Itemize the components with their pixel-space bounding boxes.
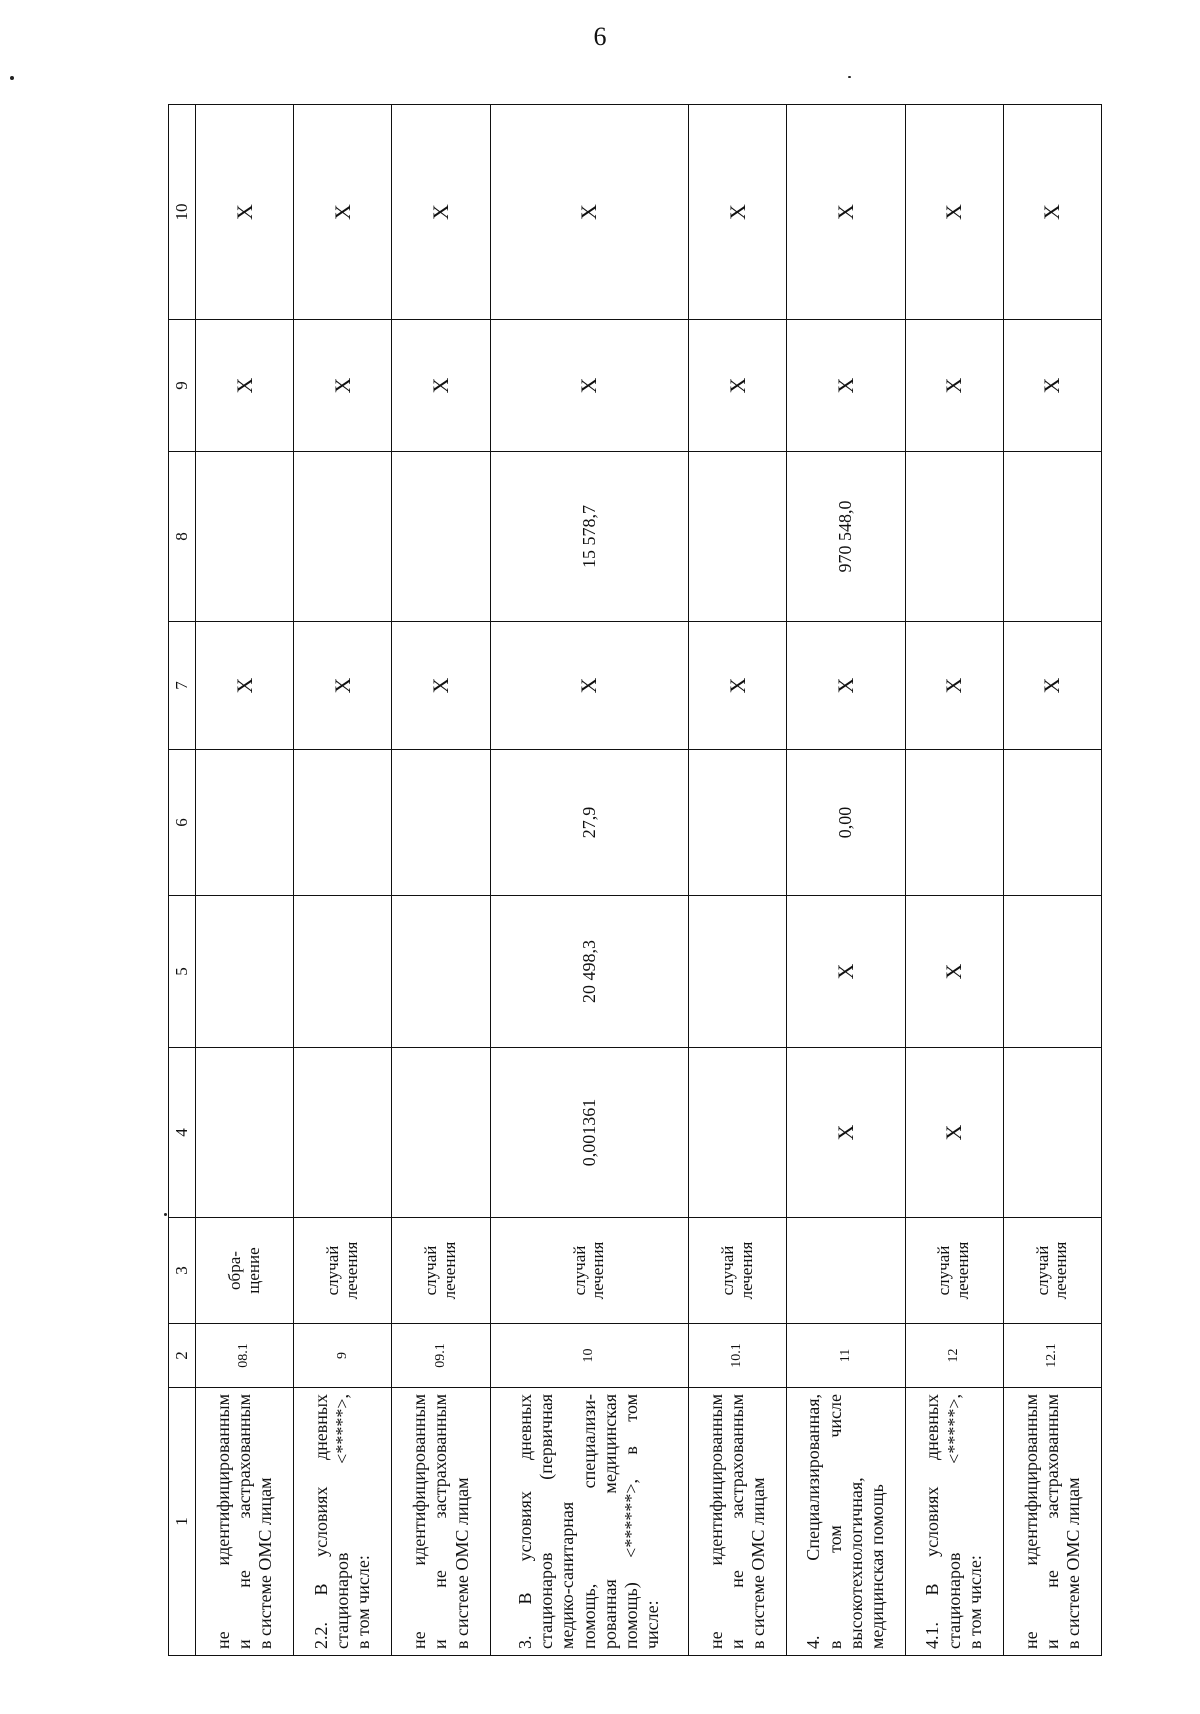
rotated-table-frame (168, 104, 1102, 1656)
value-cell-col-7: X (905, 622, 1003, 750)
row-label-cell (905, 1388, 1003, 1656)
row-code-cell: 11 (787, 1324, 905, 1388)
value-cell-col-4 (689, 1048, 787, 1218)
value-cell-col-7: X (294, 622, 392, 750)
value-cell-col-6: 0,00 (787, 750, 905, 896)
value-cell-col-4 (392, 1048, 490, 1218)
value-cell-col-9: X (294, 320, 392, 452)
table-row (196, 105, 294, 1656)
row-label-line: в системе ОМС лицам (1062, 1477, 1083, 1649)
column-header-9: 9 (169, 320, 196, 452)
row-label-line: не идентифицированным (212, 1394, 233, 1649)
row-label-line: медицинская помощь (867, 1484, 888, 1649)
value-cell-col-7: X (392, 622, 490, 750)
scan-speck (848, 76, 851, 78)
value-cell-col-4: 0,001361 (490, 1048, 688, 1218)
row-label-line: в том числе: (353, 1555, 374, 1649)
value-cell-col-10: X (787, 105, 905, 320)
value-cell-col-9: X (490, 320, 688, 452)
row-label-line: числе: (642, 1600, 663, 1649)
row-label-line: медико-санитарная (557, 1501, 578, 1649)
unit-cell: случай лечения (689, 1218, 787, 1324)
value-cell-col-10: X (689, 105, 787, 320)
row-label-line: в системе ОМС лицам (748, 1477, 769, 1649)
value-cell-col-7: X (196, 622, 294, 750)
scan-speck (164, 1213, 167, 1216)
page-number: 6 (593, 22, 607, 51)
value-cell-col-7: X (689, 622, 787, 750)
row-label-cell (787, 1388, 905, 1656)
row-label-line: стационаров <*****>, (332, 1394, 353, 1649)
value-cell-col-7: X (1003, 622, 1101, 750)
row-label-line: рованная медицинская (599, 1394, 620, 1649)
value-cell-col-6 (294, 750, 392, 896)
value-cell-col-10: X (490, 105, 688, 320)
value-cell-col-8: 970 548,0 (787, 452, 905, 622)
value-cell-col-9: X (1003, 320, 1101, 452)
row-label-cell (490, 1388, 688, 1656)
row-code-cell: 9 (294, 1324, 392, 1388)
row-label-line: стационаров <*****>, (943, 1394, 964, 1649)
column-header-4: 4 (169, 1048, 196, 1218)
value-cell-col-5 (392, 896, 490, 1048)
row-label-line: и не застрахованным (1041, 1394, 1062, 1649)
value-cell-col-9: X (787, 320, 905, 452)
value-cell-col-6 (1003, 750, 1101, 896)
value-cell-col-5: 20 498,3 (490, 896, 688, 1048)
column-header-2: 2 (169, 1324, 196, 1388)
row-label-cell (392, 1388, 490, 1656)
row-label-line: высокотехнологичная, (845, 1477, 866, 1649)
table-row (490, 105, 688, 1656)
value-cell-col-10: X (294, 105, 392, 320)
row-label-line: стационаров (первичная (536, 1394, 557, 1649)
value-cell-col-6 (392, 750, 490, 896)
value-cell-col-10: X (196, 105, 294, 320)
row-code-cell: 10.1 (689, 1324, 787, 1388)
value-cell-col-5 (294, 896, 392, 1048)
value-cell-col-9: X (905, 320, 1003, 452)
row-label-line: не идентифицированным (1020, 1394, 1041, 1649)
unit-cell (787, 1218, 905, 1324)
value-cell-col-8 (196, 452, 294, 622)
value-cell-col-6: 27,9 (490, 750, 688, 896)
value-cell-col-10: X (1003, 105, 1101, 320)
table-row (392, 105, 490, 1656)
value-cell-col-5 (196, 896, 294, 1048)
value-cell-col-6 (905, 750, 1003, 896)
unit-cell: случай лечения (294, 1218, 392, 1324)
value-cell-col-7: X (787, 622, 905, 750)
row-label-line: 4.1. В условиях дневных (922, 1394, 943, 1649)
row-label-cell (294, 1388, 392, 1656)
table-body (196, 105, 1102, 1656)
value-cell-col-4 (1003, 1048, 1101, 1218)
scan-speck (10, 76, 14, 80)
row-label-line: помощь) <******>, в том (621, 1394, 642, 1649)
data-table (168, 104, 1102, 1656)
unit-cell: случай лечения (490, 1218, 688, 1324)
table-row (905, 105, 1003, 1656)
value-cell-col-10: X (905, 105, 1003, 320)
unit-cell: обра- щение (196, 1218, 294, 1324)
row-label-line: в системе ОМС лицам (255, 1477, 276, 1649)
value-cell-col-4 (196, 1048, 294, 1218)
row-code-cell: 12 (905, 1324, 1003, 1388)
table-row (1003, 105, 1101, 1656)
value-cell-col-7: X (490, 622, 688, 750)
value-cell-col-4: X (787, 1048, 905, 1218)
value-cell-col-4: X (905, 1048, 1003, 1218)
column-header-5: 5 (169, 896, 196, 1048)
value-cell-col-5: X (787, 896, 905, 1048)
row-code-cell: 09.1 (392, 1324, 490, 1388)
column-number-row (169, 105, 196, 1656)
row-label-line: и не застрахованным (727, 1394, 748, 1649)
value-cell-col-8 (905, 452, 1003, 622)
row-label-line: в том числе: (964, 1555, 985, 1649)
table-row (689, 105, 787, 1656)
row-label-line: не идентифицированным (409, 1394, 430, 1649)
row-label-line: в том числе (824, 1394, 845, 1649)
row-code-cell: 12.1 (1003, 1324, 1101, 1388)
value-cell-col-8 (294, 452, 392, 622)
value-cell-col-9: X (196, 320, 294, 452)
value-cell-col-8: 15 578,7 (490, 452, 688, 622)
value-cell-col-8 (1003, 452, 1101, 622)
row-label-cell (689, 1388, 787, 1656)
value-cell-col-6 (689, 750, 787, 896)
row-label-line: 3. В условиях дневных (515, 1394, 536, 1649)
row-label-line: в системе ОМС лицам (451, 1477, 472, 1649)
column-header-7: 7 (169, 622, 196, 750)
row-label-cell (196, 1388, 294, 1656)
column-header-3: 3 (169, 1218, 196, 1324)
value-cell-col-8 (689, 452, 787, 622)
column-header-1: 1 (169, 1388, 196, 1656)
unit-cell: случай лечения (905, 1218, 1003, 1324)
row-label-line: 2.2. В условиях дневных (310, 1394, 331, 1649)
value-cell-col-5 (689, 896, 787, 1048)
unit-cell: случай лечения (392, 1218, 490, 1324)
value-cell-col-9: X (689, 320, 787, 452)
row-label-line: не идентифицированным (705, 1394, 726, 1649)
table-row (787, 105, 905, 1656)
row-label-line: 4. Специализированная, (803, 1394, 824, 1649)
row-label-line: и не застрахованным (233, 1394, 254, 1649)
table-row (294, 105, 392, 1656)
row-code-cell: 08.1 (196, 1324, 294, 1388)
row-code-cell: 10 (490, 1324, 688, 1388)
row-label-line: помощь, специализи- (578, 1394, 599, 1649)
value-cell-col-5 (1003, 896, 1101, 1048)
column-header-8: 8 (169, 452, 196, 622)
value-cell-col-8 (392, 452, 490, 622)
value-cell-col-9: X (392, 320, 490, 452)
value-cell-col-4 (294, 1048, 392, 1218)
row-label-cell (1003, 1388, 1101, 1656)
column-header-6: 6 (169, 750, 196, 896)
value-cell-col-10: X (392, 105, 490, 320)
rotated-table-wrapper (168, 104, 1102, 1656)
value-cell-col-5: X (905, 896, 1003, 1048)
column-header-10: 10 (169, 105, 196, 320)
unit-cell: случай лечения (1003, 1218, 1101, 1324)
row-label-line: и не застрахованным (430, 1394, 451, 1649)
value-cell-col-6 (196, 750, 294, 896)
